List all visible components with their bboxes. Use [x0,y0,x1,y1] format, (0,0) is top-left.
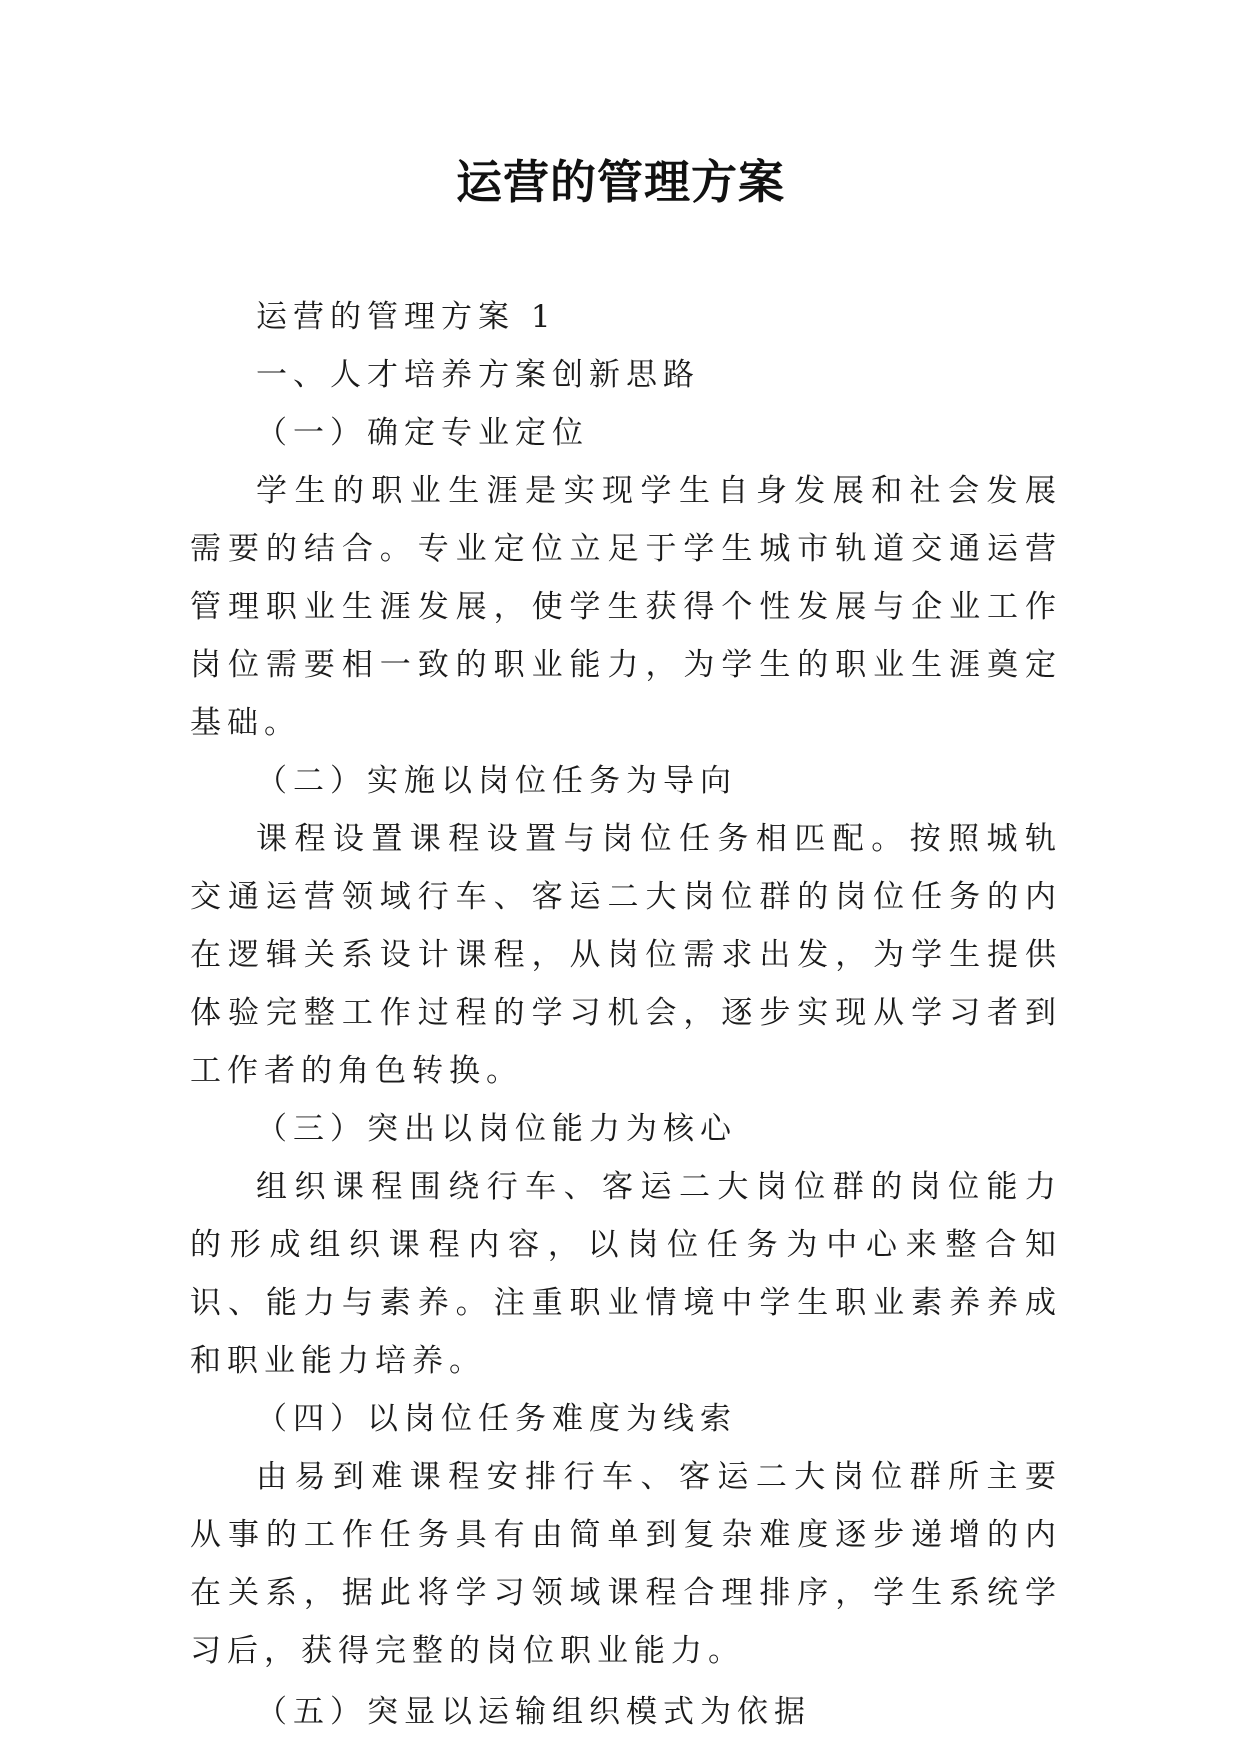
document-body [190,288,1062,1741]
body-paragraph: 由易到难课程安排行车、客运二大岗位群所主要从事的工作任务具有由简单到复杂难度逐步递增的内在关系，据此将学习领域课程合理排序，学生系统学习后，获得完整的岗位职业能力。 [190,1459,1062,1669]
body-paragraph: 组织课程围绕行车、客运二大岗位群的岗位能力的形成组织课程内容，以岗位任务为中心来整合知识、能力与素养。注重职业情境中学生职业素养养成和职业能力培养。 [190,1169,1062,1379]
heading-level-1: 一、人才培养方案创新思路 [256,357,700,393]
heading-level-2: （四）以岗位任务难度为线索 [256,1401,737,1437]
document-title: 运营的管理方案 [456,155,785,209]
section-title: 运营的管理方案 1 [256,299,557,335]
heading-level-2: （一）确定专业定位 [256,415,589,451]
heading-level-2: （三）突出以岗位能力为核心 [256,1111,737,1147]
heading-level-2: （五）突显以运输组织模式为依据 [256,1694,811,1730]
body-paragraph: 学生的职业生涯是实现学生自身发展和社会发展需要的结合。专业定位立足于学生城市轨道交通运营管理职业生涯发展，使学生获得个性发展与企业工作岗位需要相一致的职业能力，为学生的职业生涯奠定基础。 [190,473,1062,741]
heading-level-2: （二）实施以岗位任务为导向 [256,763,737,799]
body-paragraph: 课程设置课程设置与岗位任务相匹配。按照城轨交通运营领域行车、客运二大岗位群的岗位任务的内在逻辑关系设计课程，从岗位需求出发，为学生提供体验完整工作过程的学习机会，逐步实现从学习者到工作者的角色转换。 [190,821,1062,1089]
